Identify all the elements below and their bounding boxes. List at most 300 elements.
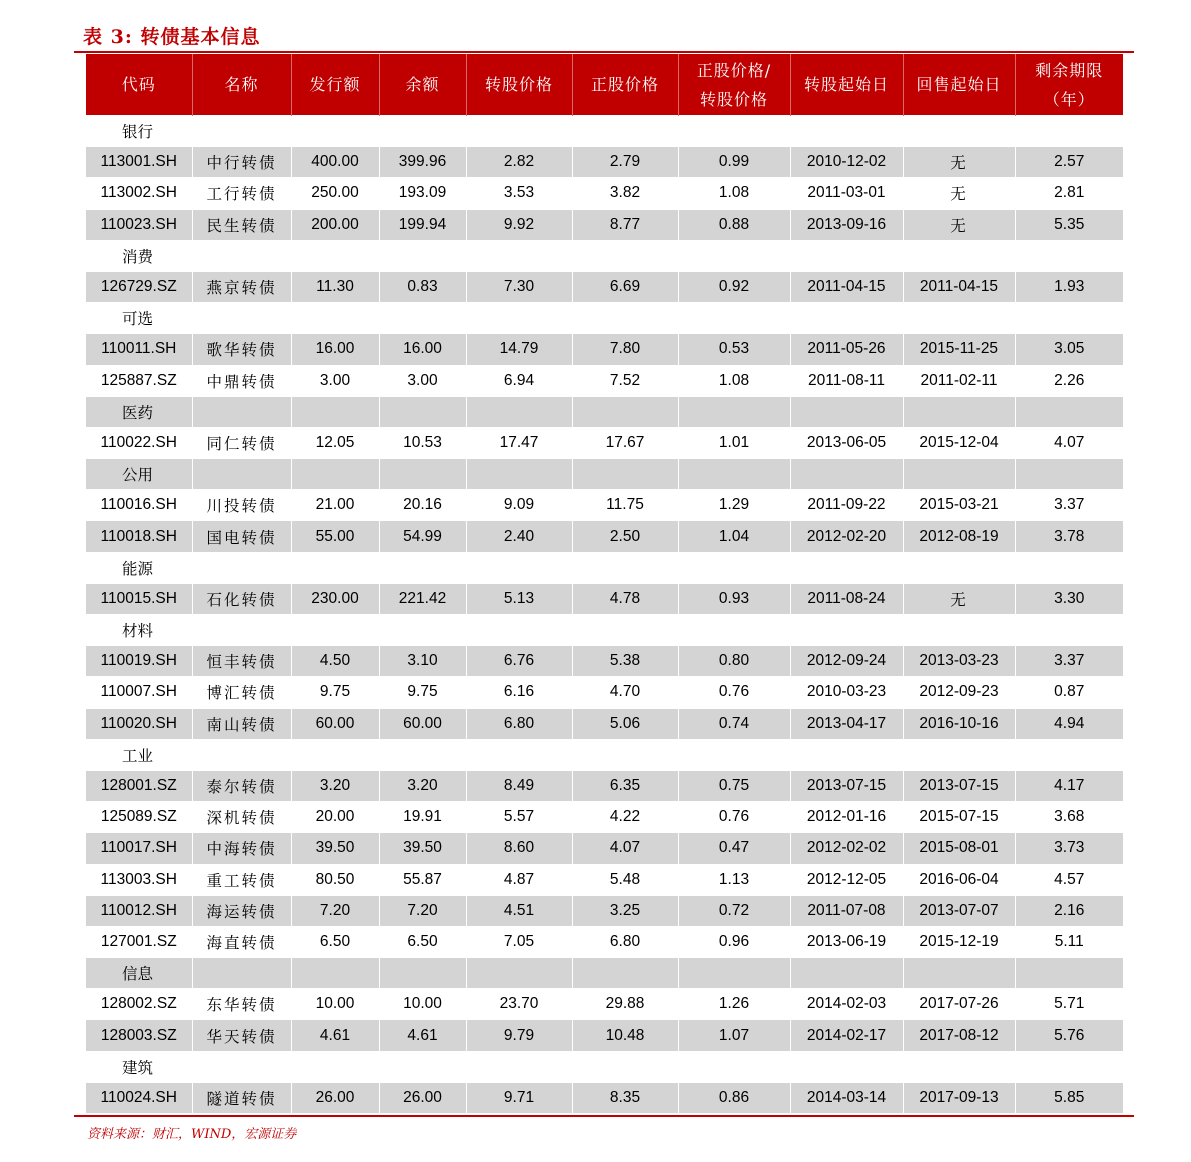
empty-cell: [192, 240, 291, 271]
empty-cell: [678, 459, 790, 490]
cell-remaining-term: 4.94: [1015, 708, 1123, 739]
cell-issue-size: 21.00: [291, 490, 379, 521]
sector-label: 银行: [86, 116, 192, 147]
cell-parity: 1.04: [678, 521, 790, 552]
empty-cell: [379, 552, 466, 583]
cell-remaining-term: 2.16: [1015, 895, 1123, 926]
empty-cell: [903, 240, 1015, 271]
cell-code: 125887.SZ: [86, 365, 192, 396]
cell-code: 110023.SH: [86, 209, 192, 240]
cell-stock-price: 6.69: [572, 271, 678, 302]
cell-balance: 16.00: [379, 334, 466, 365]
cell-parity: 0.96: [678, 926, 790, 957]
sector-row: [86, 739, 1123, 770]
empty-cell: [572, 396, 678, 427]
cell-issue-size: 4.61: [291, 1020, 379, 1051]
empty-cell: [466, 240, 572, 271]
header-code: [86, 54, 192, 116]
table-row: [86, 365, 1123, 396]
cell-stock-price: 6.80: [572, 926, 678, 957]
sector-row: [86, 615, 1123, 646]
cell-conversion-start: 2013-09-16: [790, 209, 903, 240]
empty-cell: [790, 958, 903, 989]
cell-issue-size: 9.75: [291, 677, 379, 708]
cell-balance: 221.42: [379, 583, 466, 614]
cell-conversion-price: 5.57: [466, 802, 572, 833]
cell-stock-price: 11.75: [572, 490, 678, 521]
cell-conversion-price: 2.40: [466, 521, 572, 552]
empty-cell: [678, 240, 790, 271]
cell-balance: 399.96: [379, 147, 466, 178]
sector-label: 能源: [86, 552, 192, 583]
cell-conversion-price: 9.09: [466, 490, 572, 521]
cell-conversion-price: 5.13: [466, 583, 572, 614]
cell-name: 深机转债: [192, 802, 291, 833]
empty-cell: [1015, 739, 1123, 770]
cell-stock-price: 4.78: [572, 583, 678, 614]
table-row: [86, 770, 1123, 801]
header-text: 余额: [405, 75, 440, 94]
empty-cell: [466, 303, 572, 334]
empty-cell: [572, 116, 678, 147]
cell-stock-price: 3.82: [572, 178, 678, 209]
cell-balance: 10.53: [379, 427, 466, 458]
cell-remaining-term: 1.93: [1015, 271, 1123, 302]
table-row: [86, 646, 1123, 677]
cell-conversion-price: 9.71: [466, 1082, 572, 1113]
empty-cell: [192, 303, 291, 334]
cell-remaining-term: 5.76: [1015, 1020, 1123, 1051]
empty-cell: [572, 958, 678, 989]
cell-conversion-start: 2014-02-03: [790, 989, 903, 1020]
header-row: [86, 54, 1123, 116]
empty-cell: [678, 958, 790, 989]
cell-parity: 0.47: [678, 833, 790, 864]
bottom-rule: [74, 1115, 1134, 1117]
cell-remaining-term: 3.30: [1015, 583, 1123, 614]
cell-name: 南山转债: [192, 708, 291, 739]
cell-issue-size: 26.00: [291, 1082, 379, 1113]
cell-conversion-start: 2011-07-08: [790, 895, 903, 926]
cell-issue-size: 20.00: [291, 802, 379, 833]
empty-cell: [192, 396, 291, 427]
cell-stock-price: 2.50: [572, 521, 678, 552]
table-row: [86, 521, 1123, 552]
empty-cell: [291, 240, 379, 271]
cell-conversion-start: 2012-01-16: [790, 802, 903, 833]
cell-conversion-price: 4.51: [466, 895, 572, 926]
cell-issue-size: 4.50: [291, 646, 379, 677]
cell-conversion-price: 9.92: [466, 209, 572, 240]
table-row: [86, 926, 1123, 957]
cell-remaining-term: 5.71: [1015, 989, 1123, 1020]
cell-conversion-start: 2011-09-22: [790, 490, 903, 521]
empty-cell: [466, 396, 572, 427]
cell-putback-start: 2013-07-07: [903, 895, 1015, 926]
header-remaining-term: [1015, 54, 1123, 116]
top-rule: [74, 51, 1134, 53]
cell-conversion-start: 2014-02-17: [790, 1020, 903, 1051]
cell-remaining-term: 2.81: [1015, 178, 1123, 209]
table-row: [86, 802, 1123, 833]
cell-parity: 0.76: [678, 802, 790, 833]
cell-conversion-price: 8.49: [466, 770, 572, 801]
empty-cell: [1015, 615, 1123, 646]
table-row: [86, 271, 1123, 302]
table-body: [86, 116, 1123, 1114]
empty-cell: [1015, 552, 1123, 583]
cell-issue-size: 10.00: [291, 989, 379, 1020]
cell-code: 125089.SZ: [86, 802, 192, 833]
table-row: [86, 895, 1123, 926]
empty-cell: [192, 116, 291, 147]
cell-stock-price: 7.52: [572, 365, 678, 396]
empty-cell: [379, 615, 466, 646]
cell-code: 110007.SH: [86, 677, 192, 708]
cell-stock-price: 17.67: [572, 427, 678, 458]
cell-parity: 0.88: [678, 209, 790, 240]
cell-balance: 9.75: [379, 677, 466, 708]
header-conversion-price: [466, 54, 572, 116]
empty-cell: [291, 552, 379, 583]
cell-name: 中行转债: [192, 147, 291, 178]
cell-parity: 1.26: [678, 989, 790, 1020]
empty-cell: [790, 396, 903, 427]
header-text: 正股价格/: [696, 60, 772, 80]
cell-conversion-start: 2013-04-17: [790, 708, 903, 739]
cell-parity: 0.72: [678, 895, 790, 926]
cell-code: 128003.SZ: [86, 1020, 192, 1051]
cell-conversion-start: 2011-08-11: [790, 365, 903, 396]
cell-remaining-term: 4.57: [1015, 864, 1123, 895]
cell-putback-start: 2013-07-15: [903, 770, 1015, 801]
cell-conversion-start: 2012-09-24: [790, 646, 903, 677]
cell-name: 泰尔转债: [192, 770, 291, 801]
cell-balance: 6.50: [379, 926, 466, 957]
cell-name: 石化转债: [192, 583, 291, 614]
cell-stock-price: 2.79: [572, 147, 678, 178]
cell-conversion-start: 2013-07-15: [790, 770, 903, 801]
empty-cell: [903, 396, 1015, 427]
empty-cell: [466, 739, 572, 770]
table-header: [86, 54, 1123, 116]
sector-label: 信息: [86, 958, 192, 989]
cell-conversion-price: 6.94: [466, 365, 572, 396]
cell-conversion-start: 2010-12-02: [790, 147, 903, 178]
sector-row: [86, 116, 1123, 147]
empty-cell: [790, 739, 903, 770]
header-stock-price: [572, 54, 678, 116]
cell-conversion-price: 3.53: [466, 178, 572, 209]
cell-issue-size: 55.00: [291, 521, 379, 552]
empty-cell: [291, 303, 379, 334]
header-text: （年）: [1043, 89, 1095, 109]
cell-name: 东华转债: [192, 989, 291, 1020]
cell-conversion-price: 9.79: [466, 1020, 572, 1051]
cell-name: 海运转债: [192, 895, 291, 926]
cell-remaining-term: 3.73: [1015, 833, 1123, 864]
cell-balance: 55.87: [379, 864, 466, 895]
cell-stock-price: 7.80: [572, 334, 678, 365]
empty-cell: [903, 958, 1015, 989]
cell-code: 126729.SZ: [86, 271, 192, 302]
empty-cell: [192, 552, 291, 583]
cell-issue-size: 3.20: [291, 770, 379, 801]
cell-remaining-term: 4.17: [1015, 770, 1123, 801]
cell-balance: 7.20: [379, 895, 466, 926]
cell-conversion-start: 2014-03-14: [790, 1082, 903, 1113]
cell-putback-start: 无: [903, 178, 1015, 209]
cell-balance: 39.50: [379, 833, 466, 864]
empty-cell: [379, 459, 466, 490]
cell-balance: 54.99: [379, 521, 466, 552]
cell-issue-size: 60.00: [291, 708, 379, 739]
empty-cell: [1015, 303, 1123, 334]
table-row: [86, 427, 1123, 458]
table-title: 表 3: 转债基本信息: [83, 26, 261, 48]
empty-cell: [466, 615, 572, 646]
table-row: [86, 583, 1123, 614]
cell-putback-start: 2017-08-12: [903, 1020, 1015, 1051]
cell-conversion-start: 2013-06-05: [790, 427, 903, 458]
cell-name: 博汇转债: [192, 677, 291, 708]
header-text: 转股价格: [484, 75, 553, 94]
cell-putback-start: 无: [903, 583, 1015, 614]
cell-code: 110018.SH: [86, 521, 192, 552]
cell-balance: 3.20: [379, 770, 466, 801]
cell-stock-price: 5.06: [572, 708, 678, 739]
cell-name: 燕京转债: [192, 271, 291, 302]
empty-cell: [192, 615, 291, 646]
cell-code: 113002.SH: [86, 178, 192, 209]
table-row: [86, 178, 1123, 209]
cell-issue-size: 7.20: [291, 895, 379, 926]
cell-putback-start: 2012-08-19: [903, 521, 1015, 552]
cell-conversion-price: 7.30: [466, 271, 572, 302]
header-issue-size: [291, 54, 379, 116]
cell-remaining-term: 3.78: [1015, 521, 1123, 552]
header-putback-start: [903, 54, 1015, 116]
cell-name: 工行转债: [192, 178, 291, 209]
cell-remaining-term: 3.37: [1015, 646, 1123, 677]
cell-conversion-price: 6.76: [466, 646, 572, 677]
empty-cell: [903, 615, 1015, 646]
table-row: [86, 677, 1123, 708]
cell-remaining-term: 5.11: [1015, 926, 1123, 957]
empty-cell: [379, 116, 466, 147]
cell-remaining-term: 5.35: [1015, 209, 1123, 240]
empty-cell: [291, 1051, 379, 1082]
cell-issue-size: 230.00: [291, 583, 379, 614]
sector-row: [86, 303, 1123, 334]
cell-name: 国电转债: [192, 521, 291, 552]
empty-cell: [1015, 116, 1123, 147]
cell-issue-size: 39.50: [291, 833, 379, 864]
cell-putback-start: 2016-10-16: [903, 708, 1015, 739]
cell-code: 110015.SH: [86, 583, 192, 614]
cell-remaining-term: 4.07: [1015, 427, 1123, 458]
cell-code: 110012.SH: [86, 895, 192, 926]
cell-putback-start: 2013-03-23: [903, 646, 1015, 677]
cell-code: 127001.SZ: [86, 926, 192, 957]
cell-putback-start: 无: [903, 147, 1015, 178]
empty-cell: [379, 1051, 466, 1082]
empty-cell: [192, 739, 291, 770]
cell-putback-start: 2017-07-26: [903, 989, 1015, 1020]
cell-conversion-start: 2012-12-05: [790, 864, 903, 895]
cell-stock-price: 5.38: [572, 646, 678, 677]
empty-cell: [291, 958, 379, 989]
cell-stock-price: 29.88: [572, 989, 678, 1020]
cell-parity: 0.86: [678, 1082, 790, 1113]
cell-name: 川投转债: [192, 490, 291, 521]
cell-putback-start: 2015-07-15: [903, 802, 1015, 833]
empty-cell: [678, 303, 790, 334]
empty-cell: [572, 615, 678, 646]
cell-remaining-term: 3.37: [1015, 490, 1123, 521]
cell-parity: 1.08: [678, 365, 790, 396]
cell-conversion-start: 2013-06-19: [790, 926, 903, 957]
empty-cell: [379, 958, 466, 989]
cell-code: 110019.SH: [86, 646, 192, 677]
empty-cell: [1015, 459, 1123, 490]
cell-putback-start: 2011-02-11: [903, 365, 1015, 396]
empty-cell: [678, 739, 790, 770]
cell-conversion-start: 2011-05-26: [790, 334, 903, 365]
sector-row: [86, 240, 1123, 271]
cell-issue-size: 3.00: [291, 365, 379, 396]
empty-cell: [192, 459, 291, 490]
empty-cell: [291, 459, 379, 490]
empty-cell: [678, 1051, 790, 1082]
empty-cell: [1015, 240, 1123, 271]
sector-row: [86, 958, 1123, 989]
empty-cell: [903, 1051, 1015, 1082]
cell-remaining-term: 2.26: [1015, 365, 1123, 396]
cell-parity: 0.53: [678, 334, 790, 365]
cell-parity: 1.13: [678, 864, 790, 895]
empty-cell: [379, 240, 466, 271]
cell-remaining-term: 3.68: [1015, 802, 1123, 833]
header-text: 代码: [121, 75, 156, 94]
cell-issue-size: 250.00: [291, 178, 379, 209]
empty-cell: [790, 615, 903, 646]
cell-conversion-price: 4.87: [466, 864, 572, 895]
table-row: [86, 334, 1123, 365]
cell-issue-size: 200.00: [291, 209, 379, 240]
cell-stock-price: 4.70: [572, 677, 678, 708]
cell-putback-start: 2012-09-23: [903, 677, 1015, 708]
empty-cell: [466, 552, 572, 583]
empty-cell: [903, 739, 1015, 770]
cell-parity: 0.74: [678, 708, 790, 739]
empty-cell: [379, 303, 466, 334]
sector-row: [86, 552, 1123, 583]
cell-putback-start: 无: [903, 209, 1015, 240]
empty-cell: [291, 739, 379, 770]
empty-cell: [790, 459, 903, 490]
cell-code: 110017.SH: [86, 833, 192, 864]
sector-label: 公用: [86, 459, 192, 490]
empty-cell: [291, 396, 379, 427]
cell-issue-size: 400.00: [291, 147, 379, 178]
cell-balance: 4.61: [379, 1020, 466, 1051]
cell-stock-price: 6.35: [572, 770, 678, 801]
empty-cell: [1015, 1051, 1123, 1082]
table-row: [86, 147, 1123, 178]
cell-name: 中鼎转债: [192, 365, 291, 396]
cell-name: 歌华转债: [192, 334, 291, 365]
cell-putback-start: 2016-06-04: [903, 864, 1015, 895]
cell-parity: 0.92: [678, 271, 790, 302]
cell-stock-price: 4.22: [572, 802, 678, 833]
cell-conversion-start: 2012-02-20: [790, 521, 903, 552]
sector-row: [86, 1051, 1123, 1082]
header-parity: [678, 54, 790, 116]
cell-name: 民生转债: [192, 209, 291, 240]
cell-conversion-start: 2010-03-23: [790, 677, 903, 708]
sector-label: 材料: [86, 615, 192, 646]
cell-code: 113001.SH: [86, 147, 192, 178]
cell-putback-start: 2015-08-01: [903, 833, 1015, 864]
cell-stock-price: 10.48: [572, 1020, 678, 1051]
cell-conversion-start: 2011-03-01: [790, 178, 903, 209]
empty-cell: [192, 1051, 291, 1082]
cell-putback-start: 2015-03-21: [903, 490, 1015, 521]
cell-parity: 1.01: [678, 427, 790, 458]
cell-stock-price: 5.48: [572, 864, 678, 895]
cell-parity: 1.29: [678, 490, 790, 521]
cell-putback-start: 2015-12-19: [903, 926, 1015, 957]
cell-conversion-price: 23.70: [466, 989, 572, 1020]
cell-name: 海直转债: [192, 926, 291, 957]
cell-conversion-price: 6.80: [466, 708, 572, 739]
empty-cell: [466, 459, 572, 490]
cell-name: 同仁转债: [192, 427, 291, 458]
table-row: [86, 209, 1123, 240]
header-text: 正股价格: [590, 75, 659, 94]
cell-conversion-price: 8.60: [466, 833, 572, 864]
cell-name: 恒丰转债: [192, 646, 291, 677]
empty-cell: [291, 615, 379, 646]
header-text: 转股起始日: [803, 75, 889, 94]
table-row: [86, 989, 1123, 1020]
cell-putback-start: 2011-04-15: [903, 271, 1015, 302]
sector-row: [86, 396, 1123, 427]
cell-issue-size: 12.05: [291, 427, 379, 458]
empty-cell: [790, 240, 903, 271]
empty-cell: [1015, 958, 1123, 989]
table-row: [86, 864, 1123, 895]
cell-balance: 10.00: [379, 989, 466, 1020]
empty-cell: [291, 116, 379, 147]
header-conversion-start: [790, 54, 903, 116]
table-row: [86, 833, 1123, 864]
cell-putback-start: 2015-11-25: [903, 334, 1015, 365]
cell-code: 110011.SH: [86, 334, 192, 365]
cell-conversion-price: 7.05: [466, 926, 572, 957]
empty-cell: [572, 552, 678, 583]
empty-cell: [572, 739, 678, 770]
cell-stock-price: 3.25: [572, 895, 678, 926]
cell-balance: 20.16: [379, 490, 466, 521]
empty-cell: [572, 303, 678, 334]
cell-code: 110016.SH: [86, 490, 192, 521]
sector-label: 可选: [86, 303, 192, 334]
header-text: 回售起始日: [916, 75, 1002, 94]
cell-parity: 0.80: [678, 646, 790, 677]
cell-stock-price: 8.35: [572, 1082, 678, 1113]
